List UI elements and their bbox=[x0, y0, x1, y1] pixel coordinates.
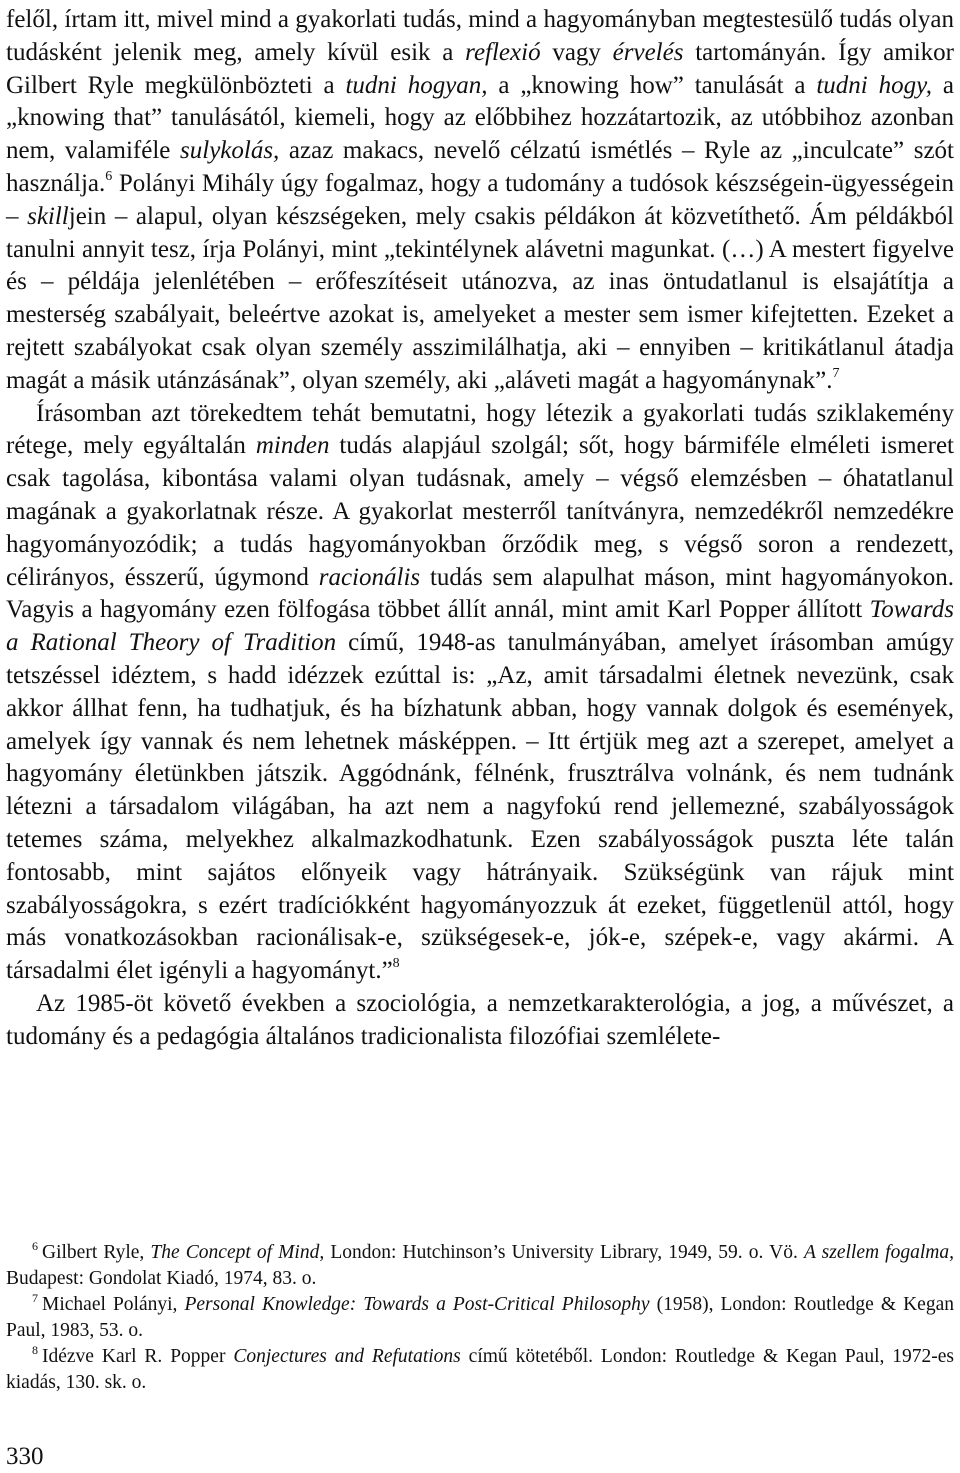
text-run: vagy bbox=[540, 38, 613, 66]
text-run: a „knowing how” tanulását a bbox=[487, 71, 817, 99]
main-text bbox=[6, 4, 954, 1054]
text-run: Írásomban azt törekedtem tehát bemutatni, hogy létezik a gyakorlati tudás sziklakemény rétege, mely egyáltalán bbox=[6, 399, 954, 460]
italic-text: skill bbox=[27, 202, 69, 230]
text-run: azaz makacs, nevelő célzatú ismétlés – Ryle az „inculcate” szót használja. bbox=[6, 137, 954, 197]
footnotes bbox=[6, 1240, 954, 1396]
italic-text: sulykolás, bbox=[180, 137, 280, 165]
text-run: tartományán. Így amikor Gilbert Ryle megkülönbözteti a bbox=[6, 38, 954, 99]
text-run: tudás sem alapulhat máson, mint hagyományokon. Vagyis a hagyomány ezen fölfogása többet állít annál, mint amit Karl Popper állított bbox=[6, 563, 954, 624]
italic-text: The Concept of Mind, bbox=[150, 1242, 325, 1263]
paragraph bbox=[6, 398, 954, 988]
italic-text: reflexió bbox=[465, 38, 541, 66]
footnote-ref: 7 bbox=[832, 365, 840, 381]
text-run: Az 1985-öt követő években a szociológia, a nemzetkarakterológia, a jog, a művészet, a tudomány és a pedagógia általános tradicionalista filozófiai szemlélete- bbox=[6, 989, 954, 1050]
text-run: című, 1948-as tanulmányában, amelyet írásomban amúgy tetszéssel idéztem, s hadd idézzek ezúttal is: „Az, amit társadalmi életnek nevezünk, csak akkor állhat fenn, ha tudhatjuk, és ha bízhatunk abban, hogy vannak dolgok és események, amelyek így vannak és nem lehetnek másképpen. – Itt értjük meg azt a szerepet, amelyet a hagyomány életünkben játszik. Aggódnánk, félnénk, frusztrálva volnánk, és nem tudnánk létezni a társadalom világában, ha azt nem a nagyfokú rend jellemezné, szabályosságok tetemes száma, melyekhez alkalmazkodhatunk. Ezen szabályosságok puszta léte talán fontosabb, mint sajátos előnyeik vagy hátrányaik. Szükségünk van rájuk mint szabályosságokra, s ezért tradíciókként hagyományozzuk át ezeket, függetlenül attól, hogy más vonatkozásokban racionálisak-e, szükségesek-e, jók-e, szépek-e, vagy akármi. A társadalmi élet igényli a hagyományt.” bbox=[6, 629, 954, 985]
footnote-ref: 7 bbox=[32, 1291, 38, 1305]
footnote-6 bbox=[6, 1240, 954, 1292]
text-run: Idézve Karl R. Popper bbox=[42, 1346, 234, 1367]
italic-text: Conjectures and Refutations bbox=[233, 1346, 461, 1367]
footnote-ref: 6 bbox=[105, 168, 113, 184]
footnote-ref: 8 bbox=[392, 956, 400, 972]
italic-text: racionális bbox=[318, 563, 421, 591]
italic-text: érvelés bbox=[612, 38, 684, 66]
italic-text: Personal Knowledge: Towards a Post-Critical Philosophy bbox=[184, 1294, 650, 1315]
italic-text: A szellem fogalma, bbox=[803, 1242, 954, 1263]
footnote-ref: 6 bbox=[32, 1239, 38, 1253]
footnote-8 bbox=[6, 1344, 954, 1396]
footnote-7 bbox=[6, 1292, 954, 1344]
footnote-ref: 8 bbox=[32, 1343, 38, 1357]
text-run: a „knowing that” tanulásától, kiemeli, hogy az előbbihez hozzátartozik, az utóbbihoz azonban nem, valamiféle bbox=[6, 71, 954, 165]
text-run: (1958), London: Routledge & Kegan Paul, 1983, 53. o. bbox=[6, 1294, 954, 1341]
text-run: Budapest: Gondolat Kiadó, 1974, 83. o. bbox=[6, 1268, 317, 1289]
page-number: 330 bbox=[6, 1443, 44, 1470]
paragraph bbox=[6, 988, 954, 1054]
text-run: című kötetéből. London: Routledge & Kegan Paul, 1972-es kiadás, 130. sk. o. bbox=[6, 1346, 955, 1393]
text-run: Michael Polányi, bbox=[42, 1294, 185, 1315]
text-run: felől, írtam itt, mivel mind a gyakorlati tudás, mind a hagyományban megtestesülő tudás olyan tudásként jelenik meg, amely kívül esik a bbox=[6, 6, 954, 66]
text-run: Polányi Mihály úgy fogalmaz, hogy a tudomány a tudósok készségein-ügyességein – bbox=[6, 169, 954, 230]
italic-text: Towards a Rational Theory of Tradition bbox=[6, 596, 954, 657]
italic-text: minden bbox=[255, 432, 330, 460]
italic-text: tudni hogy, bbox=[816, 71, 933, 99]
text-run: tudás alapjául szolgál; sőt, hogy bármiféle elméleti ismeret csak tagolása, kibontása valami olyan tudásnak, amely – végső elemzésben – óhatatlanul magának a gyakorlatnak része. A gyakorlat mesterről tanítványra, nemzedékről nemzedékre hagyományozódik; a tudás hagyományokban őrződik meg, s végső soron a rendezett, célirányos, ésszerű, úgymond bbox=[6, 432, 954, 591]
text-run: London: Hutchinson’s University Library, 1949, 59. o. Vö. bbox=[324, 1242, 804, 1263]
text-run: Gilbert Ryle, bbox=[42, 1242, 151, 1263]
text-run: jein – alapul, olyan készségeken, mely csakis példákon át közvetíthető. Ám példákból tanulni annyit tesz, írja Polányi, mint „tekintélynek alávetni magunkat. (…) A mestert figyelve és – példája jelenlétében – erőfeszítéseit utánozva, az inas öntudatlanul is elsajátítja a mesterség szabályait, beleértve azokat is, amelyeket a mester sem ismer kifejtetten. Ezeket a rejtett szabályokat csak olyan személy asszimilálhatja, aki – ennyiben – kritikátlanul átadja magát a másik utánzásának”, olyan személy, aki „aláveti magát a hagyománynak”. bbox=[6, 202, 954, 394]
paragraph bbox=[6, 4, 954, 398]
italic-text: tudni hogyan, bbox=[345, 71, 488, 99]
